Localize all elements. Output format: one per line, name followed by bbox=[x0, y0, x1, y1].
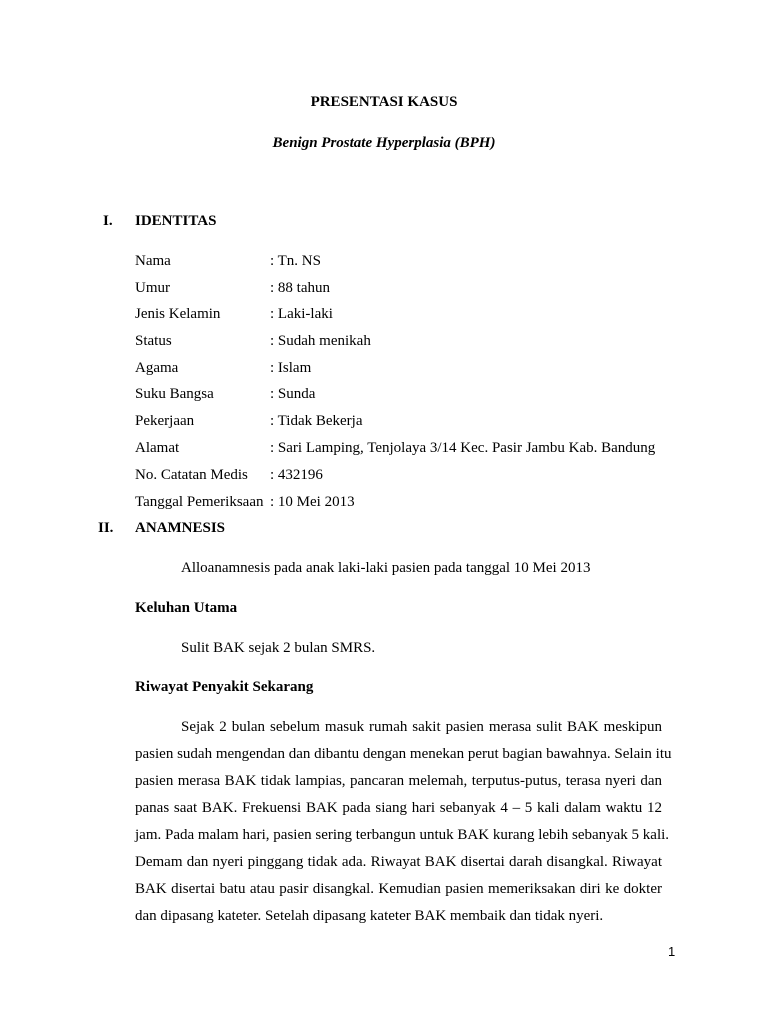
riwayat-line: panas saat BAK. Frekuensi BAK pada siang hari sebanyak 4 – 5 kali dalam waktu 12 bbox=[135, 800, 662, 816]
identity-label-alamat: Alamat bbox=[135, 440, 180, 456]
section-heading-anamnesis: ANAMNESIS bbox=[135, 520, 226, 536]
identity-value-pekerjaan: : Tidak Bekerja bbox=[270, 413, 363, 429]
riwayat-line: dan dipasang kateter. Setelah dipasang kateter BAK membaik dan tidak nyeri. bbox=[135, 908, 604, 924]
identity-value-jenis-kelamin: : Laki-laki bbox=[270, 306, 333, 322]
page-number: 1 bbox=[668, 944, 676, 959]
identity-value-alamat: : Sari Lamping, Tenjolaya 3/14 Kec. Pasir Jambu Kab. Bandung bbox=[270, 440, 656, 456]
section-heading-identitas: IDENTITAS bbox=[135, 213, 217, 229]
identity-value-umur: : 88 tahun bbox=[270, 280, 330, 296]
riwayat-line: jam. Pada malam hari, pasien sering terbangun untuk BAK kurang lebih sebanyak 5 kali. bbox=[135, 827, 670, 843]
section-number-identitas: I. bbox=[103, 213, 113, 229]
identity-label-nama: Nama bbox=[135, 253, 171, 269]
keluhan-utama-heading: Keluhan Utama bbox=[135, 600, 238, 616]
riwayat-line: BAK disertai batu atau pasir disangkal. Kemudian pasien memeriksakan diri ke dokter bbox=[135, 881, 662, 897]
identity-label-tanggal-pemeriksaan: Tanggal Pemeriksaan bbox=[135, 494, 264, 510]
riwayat-line: Sejak 2 bulan sebelum masuk rumah sakit pasien merasa sulit BAK meskipun bbox=[181, 719, 662, 735]
identity-label-jenis-kelamin: Jenis Kelamin bbox=[135, 306, 221, 322]
document-title: PRESENTASI KASUS bbox=[310, 94, 458, 110]
keluhan-utama-text: Sulit BAK sejak 2 bulan SMRS. bbox=[181, 640, 376, 656]
section-number-anamnesis: II. bbox=[98, 520, 114, 536]
identity-value-tanggal-pemeriksaan: : 10 Mei 2013 bbox=[270, 494, 355, 510]
identity-label-suku-bangsa: Suku Bangsa bbox=[135, 386, 214, 402]
identity-label-agama: Agama bbox=[135, 360, 179, 376]
document-subtitle: Benign Prostate Hyperplasia (BPH) bbox=[272, 135, 496, 151]
riwayat-line: Demam dan nyeri pinggang tidak ada. Riwayat BAK disertai darah disangkal. Riwayat bbox=[135, 854, 662, 870]
riwayat-line: pasien sudah mengendan dan dibantu dengan menekan perut bagian bawahnya. Selain itu bbox=[135, 746, 672, 762]
riwayat-penyakit-heading: Riwayat Penyakit Sekarang bbox=[135, 679, 314, 695]
identity-value-nama: : Tn. NS bbox=[270, 253, 321, 269]
identity-value-no-catatan-medis: : 432196 bbox=[270, 467, 323, 483]
identity-value-suku-bangsa: : Sunda bbox=[270, 386, 316, 402]
identity-label-umur: Umur bbox=[135, 280, 170, 296]
identity-label-status: Status bbox=[135, 333, 172, 349]
identity-label-no-catatan-medis: No. Catatan Medis bbox=[135, 467, 248, 483]
identity-value-status: : Sudah menikah bbox=[270, 333, 371, 349]
identity-label-pekerjaan: Pekerjaan bbox=[135, 413, 195, 429]
riwayat-line: pasien merasa BAK tidak lampias, pancaran melemah, terputus-putus, terasa nyeri dan bbox=[135, 773, 662, 789]
identity-value-agama: : Islam bbox=[270, 360, 312, 376]
anamnesis-intro: Alloanamnesis pada anak laki-laki pasien pada tanggal 10 Mei 2013 bbox=[181, 560, 591, 576]
